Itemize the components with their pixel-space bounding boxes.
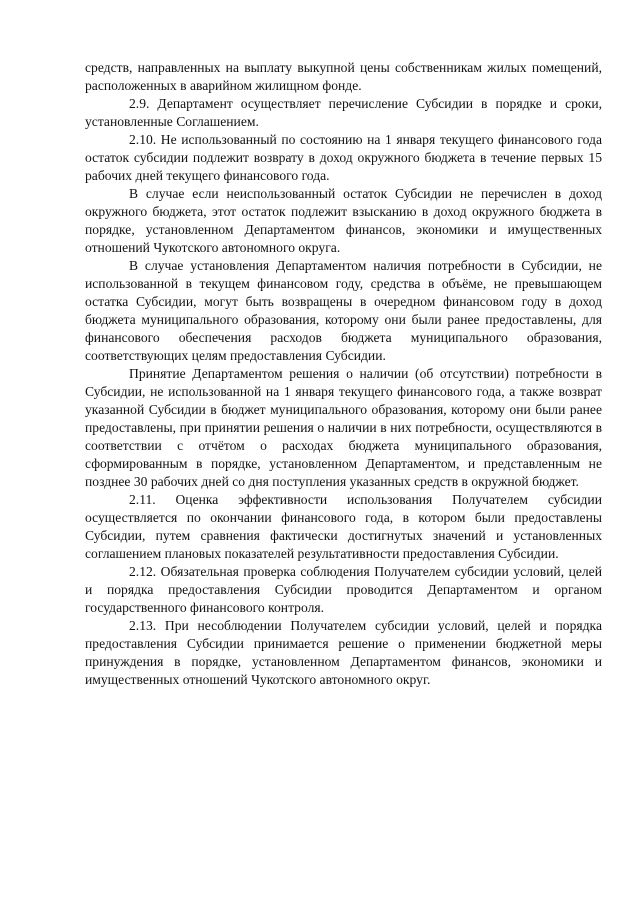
paragraph-unused-balance: В случае если неиспользованный остаток Субсидии не перечислен в доход окружного бюджета, этот остаток подлежит взысканию в доход окружного бюджета в порядке, установленном Департаментом финансов, экономики и имущественных отношений Чукотского автономного округа. <box>85 186 602 255</box>
paragraph-2-10: 2.10. Не использованный по состоянию на 1 января текущего финансового года остаток субсидии подлежит возврату в доход окружного бюджета в течение первых 15 рабочих дней текущего финансового года. <box>85 132 602 183</box>
paragraph-2-11: 2.11. Оценка эффективности использования Получателем субсидии осуществляется по окончании финансового года, в котором были предоставлены Субсидии, путем сравнения фактически достигнутых значений и установленных соглашением плановых показателей результативности предоставления Субсидии. <box>85 492 602 561</box>
paragraph-2-9: 2.9. Департамент осуществляет перечисление Субсидии в порядке и сроки, установленные Соглашением. <box>85 96 602 129</box>
paragraph-2-13: 2.13. При несоблюдении Получателем субсидии условий, целей и порядка предоставления Субсидии принимается решение о применении бюджетной меры принуждения в порядке, установленном Департаментом финансов, экономики и имущественных отношений Чукотского автономного округ. <box>85 618 602 687</box>
paragraph-2-12: 2.12. Обязательная проверка соблюдения Получателем субсидии условий, целей и порядка предоставления Субсидии проводится Департаментом и органом государственного финансового контроля. <box>85 564 602 615</box>
paragraph-continuation: средств, направленных на выплату выкупной цены собственникам жилых помещений, расположенных в аварийном жилищном фонде. <box>85 60 602 93</box>
paragraph-decision: Принятие Департаментом решения о наличии (об отсутствии) потребности в Субсидии, не использованной на 1 января текущего финансового года, а также возврат указанной Субсидии в бюджет муниципального образования, которому они были ранее предоставлены, при принятии решения о наличии в них потребности, осуществляются в соответствии с отчётом о расходах бюджета муниципального образования, сформированным в порядке, установленном Департаментом, и представленным не позднее 30 рабочих дней со дня поступления указанных средств в окружной бюджет. <box>85 366 602 489</box>
paragraph-need-established: В случае установления Департаментом наличия потребности в Субсидии, не использованной в текущем финансовом году, средства в объёме, не превышающем остатка Субсидии, могут быть возвращены в очередном финансовом году в доход бюджета муниципального образования, которому они были ранее предоставлены, для финансового обеспечения расходов бюджета муниципального образования, соответствующих целям предоставления Субсидии. <box>85 258 602 363</box>
document-page <box>85 59 602 689</box>
